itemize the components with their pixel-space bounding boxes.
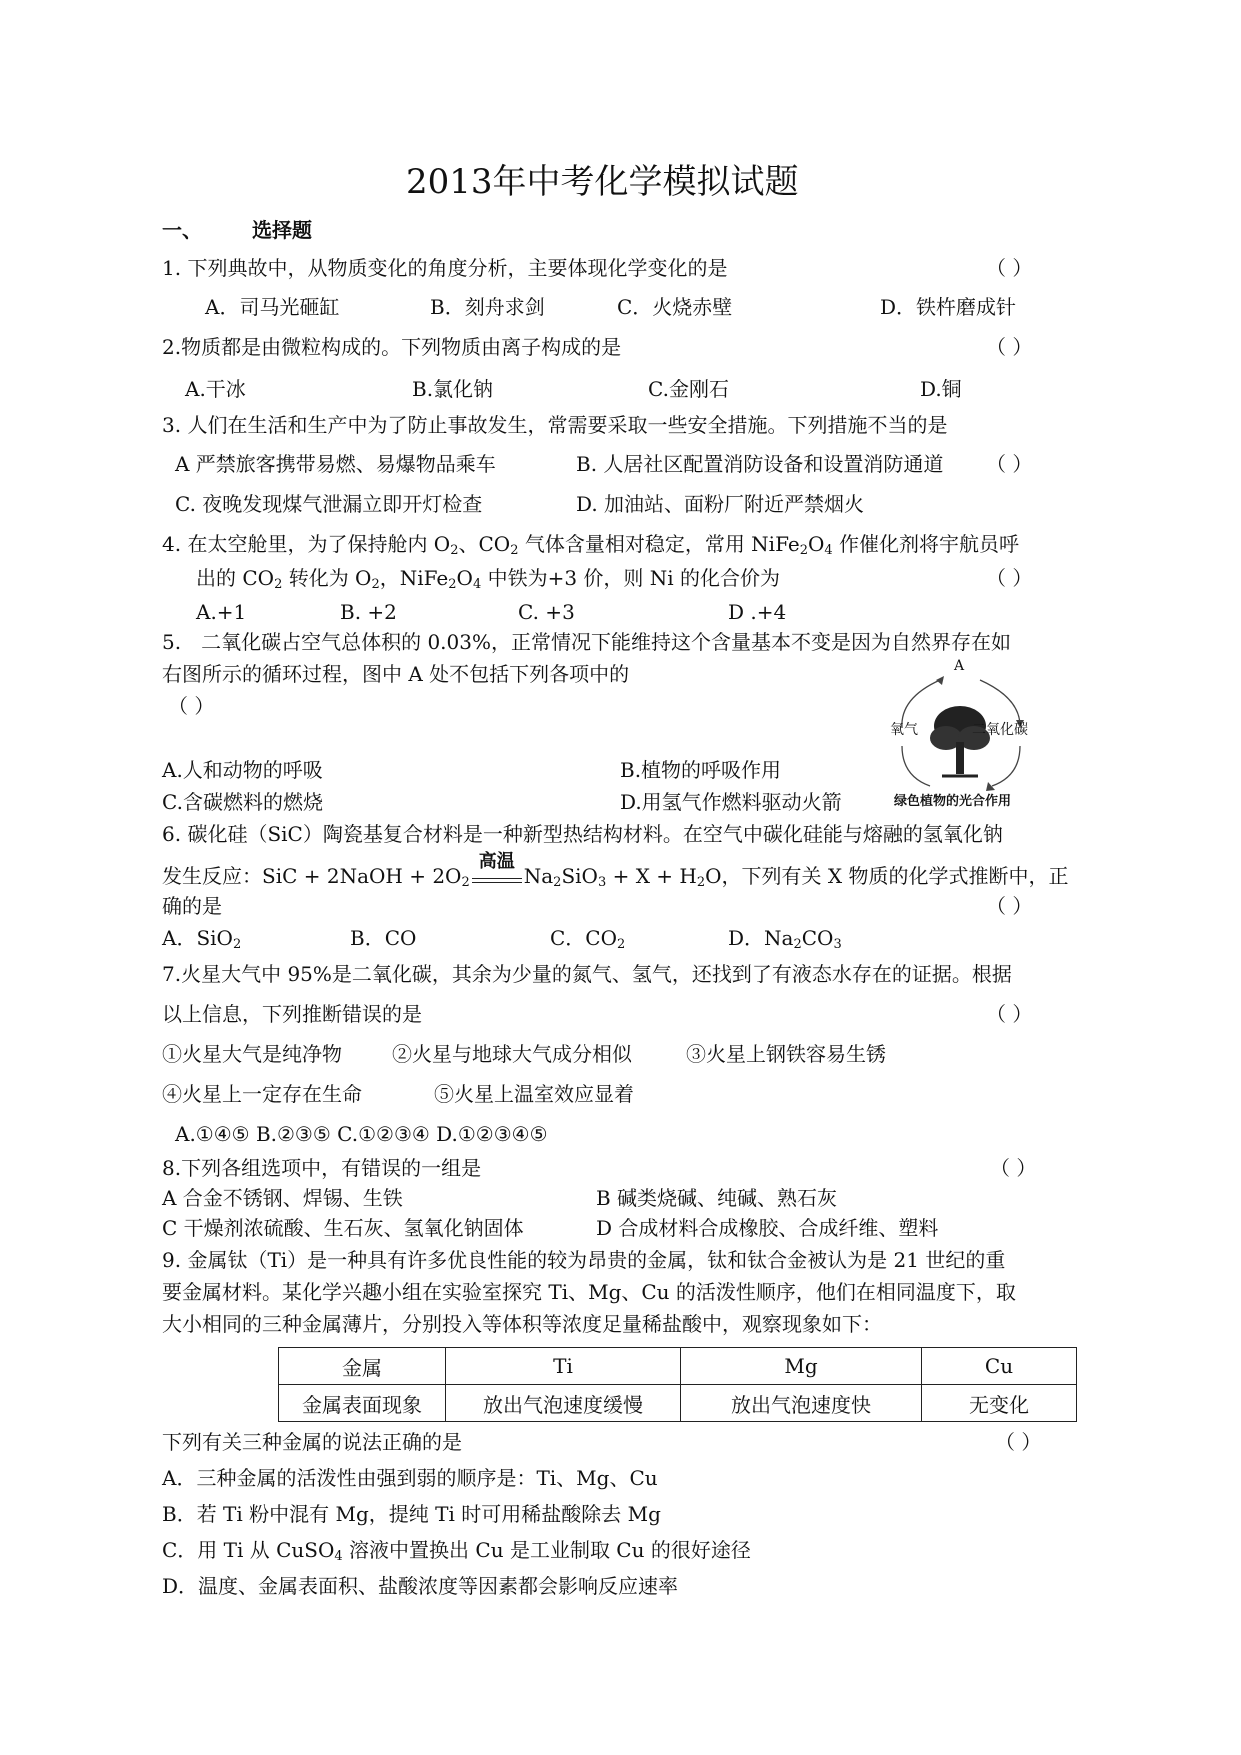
arrowhead-bottom	[986, 782, 995, 791]
q5-line2: 右图所示的循环过程，图中 A 处不包括下列各项中的	[162, 662, 630, 686]
q2-bracket: （ ）	[986, 335, 1033, 359]
table-header-row	[279, 1348, 1077, 1385]
q1-option-a: A．司马光砸缸	[205, 295, 340, 319]
q7-line1: 7.火星大气中 95%是二氧化碳，其余为少量的氮气、氢气，还找到了有液态水存在的证据。根据	[162, 962, 1012, 986]
q7-line2: 以上信息，下列推断错误的是	[162, 1002, 422, 1026]
q9-line3: 大小相同的三种金属薄片，分别投入等体积等浓度足量稀盐酸中，观察现象如下：	[162, 1312, 882, 1336]
q9-option-a: A．三种金属的活泼性由强到弱的顺序是：Ti、Mg、Cu	[162, 1466, 658, 1490]
section-label: 选择题	[252, 218, 312, 242]
q6-option-c: C．$CO_2$	[550, 926, 626, 952]
q4-line1: 4. 在太空舱里，为了保持舱内 $O_2$、$CO_2$ 气体含量相对稳定，常用 $NiFe_2O_4$ 作催化剂将宇航员呼	[162, 532, 1020, 558]
q4-option-b: B. +2	[340, 600, 397, 624]
q3-stem: 3. 人们在生活和生产中为了防止事故发生，常需要采取一些安全措施。下列措施不当的是	[162, 413, 948, 437]
q9-line1: 9. 金属钛（Ti）是一种具有许多优良性能的较为昂贵的金属，钛和钛合金被认为是 21 世纪的重	[162, 1248, 1006, 1272]
figure-caption: 绿色植物的光合作用	[894, 794, 1012, 809]
metal-reaction-table	[278, 1347, 1077, 1422]
q1-option-b: B．刻舟求剑	[430, 295, 545, 319]
q7-statement-1: ①火星大气是纯净物	[162, 1042, 342, 1066]
cycle-arrow-left-bottom	[902, 746, 930, 786]
q7-statement-5: ⑤火星上温室效应显着	[434, 1082, 634, 1106]
q8-option-c: C 干燥剂浓硫酸、生石灰、氢氧化钠固体	[162, 1216, 524, 1240]
q7-statement-4: ④火星上一定存在生命	[162, 1082, 362, 1106]
q6-option-b: B．CO	[350, 926, 417, 950]
q3-option-d: D. 加油站、面粉厂附近严禁烟火	[576, 492, 865, 516]
table-cell: 放出气泡速度缓慢	[446, 1385, 681, 1422]
q4-line2: 出的 $CO_2$ 转化为 $O_2$，$NiFe_2O_4$ 中铁为+3 价，则 Ni 的化合价为	[196, 566, 781, 592]
reaction-condition: 高温	[472, 872, 522, 883]
q2-stem: 2.物质都是由微粒构成的。下列物质由离子构成的是	[162, 335, 622, 359]
tree-icon	[930, 706, 990, 776]
q7-bracket: （ ）	[986, 1002, 1033, 1026]
q8-stem: 8.下列各组选项中，有错误的一组是	[162, 1156, 482, 1180]
table-cell: 无变化	[922, 1385, 1077, 1422]
q5-option-c: C.含碳燃料的燃烧	[162, 790, 323, 814]
q4-option-c: C. +3	[518, 600, 575, 624]
q6-line1: 6. 碳化硅（SiC）陶瓷基复合材料是一种新型热结构材料。在空气中碳化硅能与熔融的氢氧化钠	[162, 822, 1003, 846]
section-number: 一、	[162, 218, 202, 242]
q6-option-a: A．SiO$_2$	[162, 926, 242, 952]
table-header-cell: Mg	[681, 1348, 922, 1385]
q9-stem2: 下列有关三种金属的说法正确的是	[162, 1430, 462, 1454]
table-header-cell: Cu	[922, 1348, 1077, 1385]
q9-option-d: D．温度、金属表面积、盐酸浓度等因素都会影响反应速率	[162, 1574, 679, 1598]
q7-options: A.①④⑤ B.②③⑤ C.①②③④ D.①②③④⑤	[175, 1122, 548, 1146]
cycle-arrow-right-top	[980, 680, 1020, 726]
q3-bracket: （ ）	[986, 452, 1033, 476]
q1-option-c: C．火烧赤壁	[617, 295, 733, 319]
q1-stem: 1. 下列典故中，从物质变化的角度分析，主要体现化学变化的是	[162, 256, 728, 280]
q6-option-d: D．$Na_2CO_3$	[728, 926, 842, 952]
q1-bracket: （ ）	[986, 256, 1033, 280]
cycle-arrow-left-top	[902, 680, 940, 728]
q5-bracket: （ ）	[168, 694, 215, 718]
page-title: 2013年中考化学模拟试题	[406, 162, 799, 202]
q9-bracket: （ ）	[995, 1430, 1042, 1454]
q5-option-d: D.用氢气作燃料驱动火箭	[620, 790, 842, 814]
q3-option-a: A 严禁旅客携带易燃、易爆物品乘车	[175, 452, 496, 476]
q4-bracket: （ ）	[986, 566, 1033, 590]
q1-option-d: D．铁杵磨成针	[880, 295, 1017, 319]
table-cell: 金属表面现象	[279, 1385, 446, 1422]
table-row	[279, 1385, 1077, 1422]
q6-line3: 确的是	[162, 894, 222, 918]
q6-bracket: （ ）	[986, 894, 1033, 918]
carbon-cycle-figure	[880, 658, 1040, 813]
q7-statement-3: ③火星上钢铁容易生锈	[686, 1042, 886, 1066]
figure-label-co2: 二氧化碳	[972, 722, 1028, 738]
q4-option-d: D .+4	[728, 600, 787, 624]
q9-option-c: C．用 Ti 从 CuSO$_4$ 溶液中置换出 Cu 是工业制取 Cu 的很好途径	[162, 1538, 751, 1564]
q2-option-a: A.干冰	[185, 377, 246, 401]
q7-statement-2: ②火星与地球大气成分相似	[392, 1042, 632, 1066]
cycle-arrow-right-bottom	[992, 746, 1020, 786]
q8-option-d: D 合成材料合成橡胶、合成纤维、塑料	[596, 1216, 939, 1240]
q4-option-a: A.+1	[196, 600, 247, 624]
q3-option-c: C. 夜晚发现煤气泄漏立即开灯检查	[175, 492, 483, 516]
table-cell: 放出气泡速度快	[681, 1385, 922, 1422]
q8-bracket: （ ）	[990, 1156, 1037, 1180]
q2-option-b: B.氯化钠	[412, 377, 494, 401]
q5-option-a: A.人和动物的呼吸	[162, 758, 323, 782]
arrowhead-top	[936, 676, 944, 685]
q9-option-b: B．若 Ti 粉中混有 Mg，提纯 Ti 时可用稀盐酸除去 Mg	[162, 1502, 661, 1526]
figure-label-oxygen: 氧气	[890, 722, 918, 738]
q8-option-b: B 碱类烧碱、纯碱、熟石灰	[596, 1186, 838, 1210]
q5-option-b: B.植物的呼吸作用	[620, 758, 782, 782]
table-header-cell: Ti	[446, 1348, 681, 1385]
q5-line1: 5. 二氧化碳占空气总体积的 0.03%，正常情况下能维持这个含量基本不变是因为自然界存在如	[162, 630, 1011, 654]
q2-option-d: D.铜	[920, 377, 962, 401]
table-header-cell: 金属	[279, 1348, 446, 1385]
q9-line2: 要金属材料。某化学兴趣小组在实验室探究 Ti、Mg、Cu 的活泼性顺序，他们在相同温度下，取	[162, 1280, 1016, 1304]
q6-line2: 发生反应：SiC + 2NaOH + $2O_2$ 高温 $Na_2SiO_3 + X + H_2O$，下列有关 X 物质的化学式推断中，正	[162, 851, 1069, 890]
q2-option-c: C.金刚石	[648, 377, 729, 401]
q3-option-b: B. 人居社区配置消防设备和设置消防通道	[576, 452, 944, 476]
figure-label-top: A	[954, 658, 965, 674]
q8-option-a: A 合金不锈钢、焊锡、生铁	[162, 1186, 403, 1210]
